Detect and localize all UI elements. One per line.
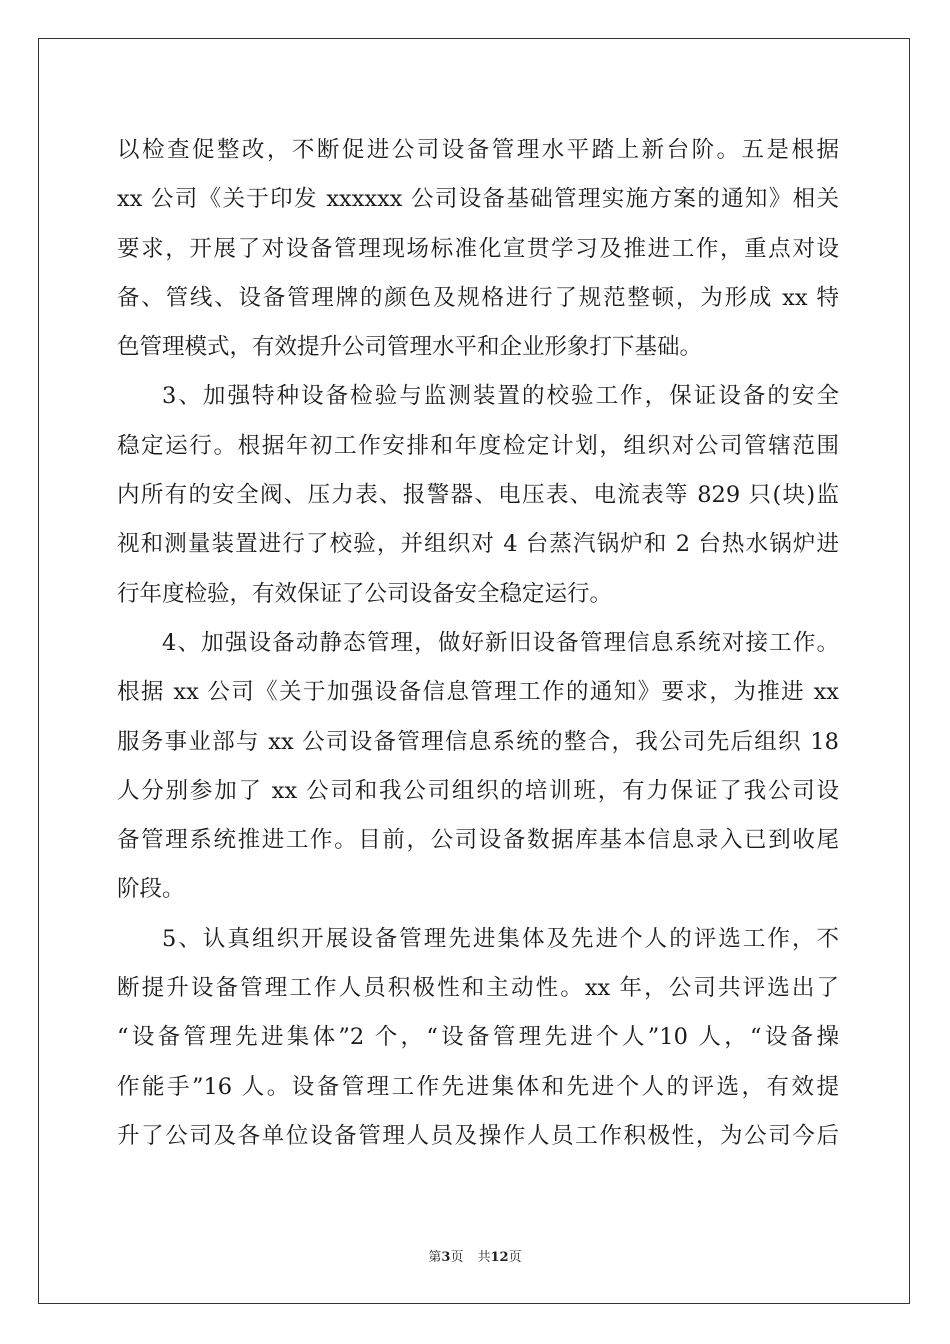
paragraph — [117, 619, 839, 915]
text-line: 以检查促整改，不断促进公司设备管理水平踏上新台阶。五是根据 — [117, 137, 839, 163]
text-line: 升了公司及各单位设备管理人员及操作人员工作积极性，为公司今后 — [117, 1122, 839, 1149]
text-line: 服务事业部与 xx 公司设备管理信息系统的整合，我公司先后组织 18 — [117, 728, 839, 755]
paragraph — [117, 372, 839, 618]
text-line: 稳定运行。根据年初工作安排和年度检定计划，组织对公司管辖范围 — [117, 432, 839, 459]
text-line: 4、加强设备动静态管理，做好新旧设备管理信息系统对接工作。 — [162, 629, 839, 656]
text-line: 备管理系统推进工作。目前，公司设备数据库基本信息录入已到收尾 — [117, 827, 839, 854]
page-total: 12 — [490, 1250, 509, 1265]
text-line: 色管理模式，有效提升公司管理水平和企业形象打下基础。 — [117, 334, 703, 361]
text-line: 人分别参加了 xx 公司和我公司组织的培训班，有力保证了我公司设 — [117, 777, 839, 804]
text-line: 3、加强特种设备检验与监测装置的校验工作，保证设备的安全 — [162, 383, 839, 410]
text-line: 断提升设备管理工作人员积极性和主动性。xx 年，公司共评选出了 — [117, 975, 839, 1002]
text-line: 阶段。 — [117, 876, 185, 903]
text-line: 行年度检验，有效保证了公司设备安全稳定运行。 — [117, 580, 613, 607]
page-current: 3 — [441, 1250, 451, 1265]
total-prefix: 共 — [477, 1250, 491, 1265]
text-line: 5、认真组织开展设备管理先进集体及先进个人的评选工作，不 — [162, 925, 839, 952]
paragraph — [117, 915, 839, 1161]
text-line: 视和测量装置进行了校验，并组织对 4 台蒸汽锅炉和 2 台热水锅炉进 — [117, 531, 839, 558]
text-line: 要求，开展了对设备管理现场标准化宣贯学习及推进工作，重点对设 — [117, 235, 839, 262]
document-body — [117, 126, 839, 1161]
page-footer — [0, 1246, 950, 1265]
total-unit: 页 — [508, 1250, 522, 1265]
paragraph — [117, 126, 839, 372]
text-line: 备、管线、设备管理牌的颜色及规格进行了规范整顿，为形成 xx 特 — [117, 284, 839, 311]
text-line: 根据 xx 公司《关于加强设备信息管理工作的通知》要求，为推进 xx — [117, 679, 839, 706]
text-line: 作能手”16 人。设备管理工作先进集体和先进个人的评选，有效提 — [117, 1073, 839, 1100]
text-line: xx 公司《关于印发 xxxxxx 公司设备基础管理实施方案的通知》相关 — [117, 186, 839, 213]
text-line: “设备管理先进集体”2 个，“设备管理先进个人”10 人，“设备操 — [117, 1024, 839, 1051]
text-line: 内所有的安全阀、压力表、报警器、电压表、电流表等 829 只(块)监 — [117, 482, 839, 509]
page-unit: 页 — [450, 1250, 464, 1265]
page-prefix: 第 — [428, 1250, 442, 1265]
